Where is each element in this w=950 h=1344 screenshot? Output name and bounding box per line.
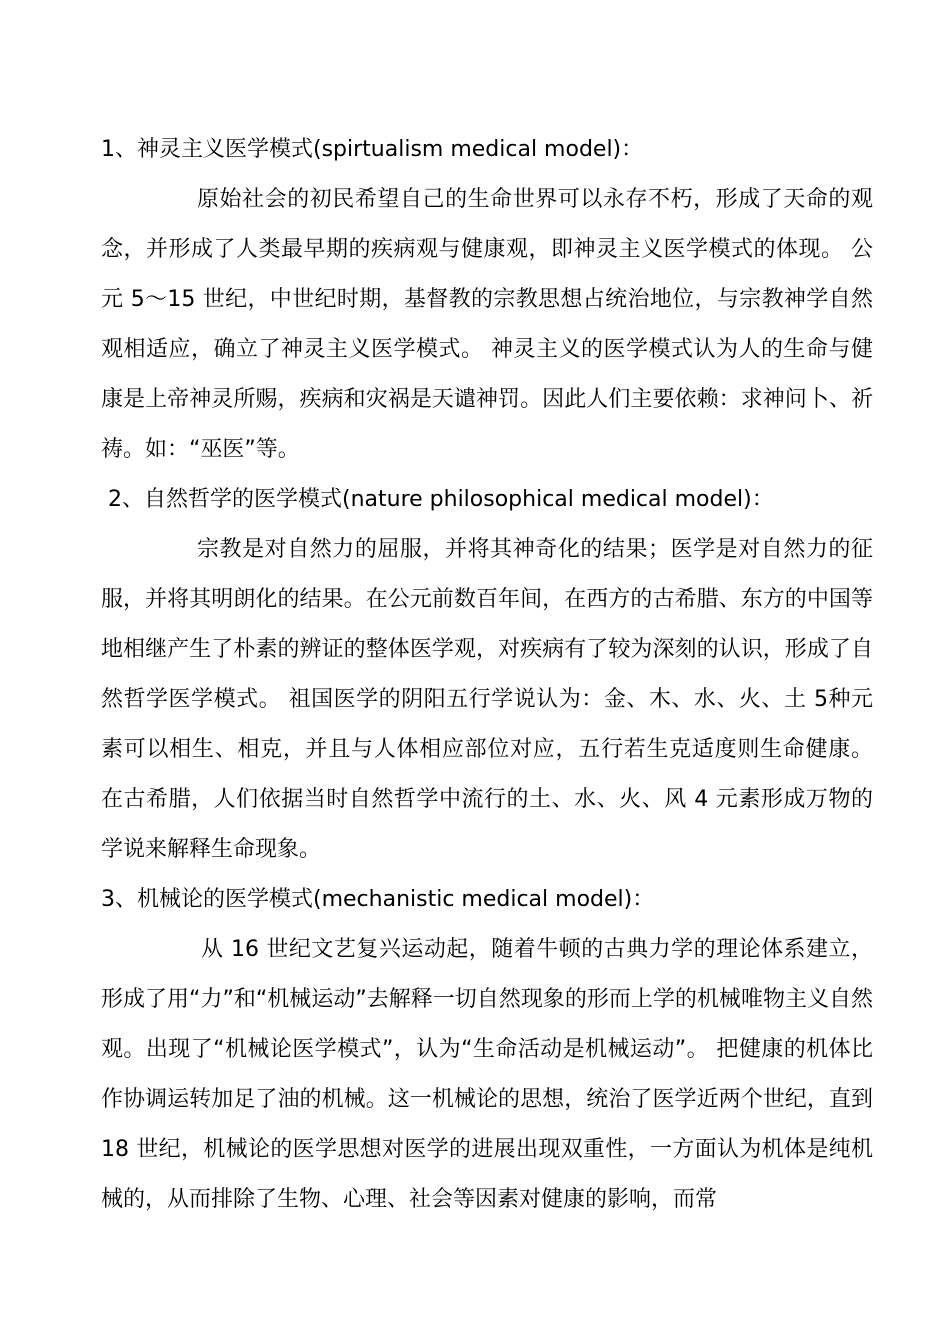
section-paragraph-1: 原始社会的初民希望自己的生命世界可以永存不朽，形成了天命的观念，并形成了人类最早期的疾病观与健康观，即神灵主义医学模式的体现。 公元 5～15 世纪，中世纪时期，基督教的宗教思想占统治地位，与宗教神学自然观相适应，确立了神灵主义医学模式。 神灵主义的医学模式认为人的生命与健康是上帝神灵所赐，疾病和灾祸是天谴神罚。因此人们主要依赖：求神问卜、祈祷。如：“巫医”等。: [101, 187, 873, 462]
section-heading-2: 2、自然哲学的医学模式(nature philosophical medical model)：: [108, 487, 774, 512]
document-body: [101, 125, 873, 1225]
section-heading-3: 3、机械论的医学模式(mechanistic medical model)：: [101, 887, 655, 912]
section-paragraph-3: 从 16 世纪文艺复兴运动起，随着牛顿的古典力学的理论体系建立，形成了用“力”和“机械运动”去解释一切自然现象的形而上学的机械唯物主义自然观。出现了“机械论医学模式”，认为“生命活动是机械运动”。 把健康的机体比作协调运转加足了油的机械。这一机械论的思想，统治了医学近两个世纪，直到 18 世纪，机械论的医学思想对医学的进展出现双重性，一方面认为机体是纯机械的，从而排除了生物、心理、社会等因素对健康的影响，而常: [101, 937, 873, 1212]
section-heading-1: 1、神灵主义医学模式(spirtualism medical model)：: [101, 137, 644, 162]
section-paragraph-2: 宗教是对自然力的屈服，并将其神奇化的结果；医学是对自然力的征服，并将其明朗化的结果。在公元前数百年间，在西方的古希腊、东方的中国等地相继产生了朴素的辨证的整体医学观，对疾病有了较为深刻的认识，形成了自然哲学医学模式。 祖国医学的阴阳五行学说认为：金、木、水、火、土 5种元素可以相生、相克，并且与人体相应部位对应，五行若生克适度则生命健康。 在古希腊，人们依据当时自然哲学中流行的土、水、火、风 4 元素形成万物的学说来解释生命现象。: [101, 537, 873, 862]
